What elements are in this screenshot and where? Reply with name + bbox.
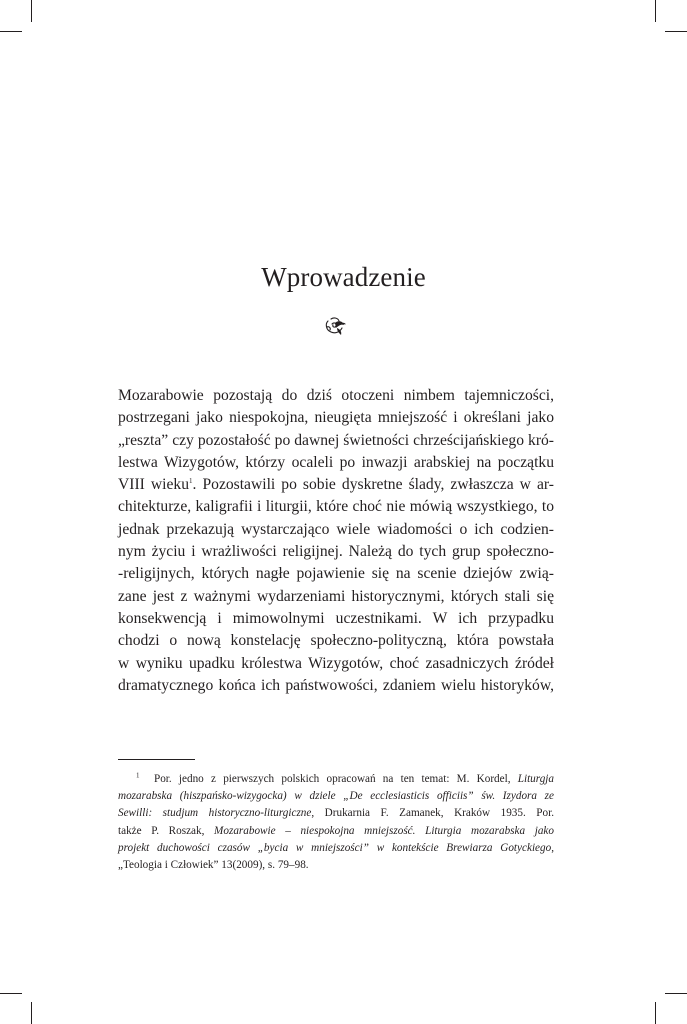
crop-mark-bottom-left-h	[0, 993, 22, 994]
body-line: jednak przekazują wystarczająco wiele wiadomości o ich codzien-	[118, 520, 554, 538]
footnote-text: Por. jedno z pierwszych polskich opracowań na ten temat: M. Kordel,	[153, 773, 518, 785]
footnote-italic: Mozarabowie – niespokojna mniejszość. Liturgia mozarabska jako	[214, 824, 554, 837]
body-paragraph	[118, 385, 554, 697]
crop-mark-top-right-h	[665, 31, 687, 32]
footnote-italic: Liturgja	[517, 773, 555, 785]
body-line: chitekturze, kaligrafii i liturgii, które choć nie mówią wszystkiego, to	[118, 498, 554, 516]
footnote-text: ,	[551, 841, 554, 854]
crop-mark-top-right	[655, 0, 656, 22]
crop-mark-bottom-right	[655, 1002, 656, 1024]
body-line: chodzi o nową konstelację społeczno-polityczną, która powstała	[118, 632, 554, 650]
body-line: konsekwencją i mimowolnymi uczestnikami. W ich przypadku	[118, 609, 554, 627]
body-line: dramatycznego końca ich państwowości, zdaniem wielu historyków,	[118, 676, 554, 694]
fleuron-ornament-icon	[322, 313, 348, 339]
footnote-line	[118, 840, 554, 857]
crop-mark-bottom-right-h	[665, 993, 687, 994]
body-line: zane jest z ważnymi wydarzeniami historycznymi, których stali się	[118, 587, 554, 605]
chapter-title: Wprowadzenie	[261, 262, 426, 292]
footnote-italic: Sewilli: studjum historyczno-liturgiczne	[118, 807, 312, 820]
footnote-number: 1	[136, 771, 140, 780]
footnote-line	[118, 805, 554, 822]
footnote-separator	[118, 759, 195, 760]
footnote-line	[118, 771, 554, 788]
footnote-text: , Drukarnia F. Zamanek, Kraków 1935. Por.	[311, 807, 555, 820]
footnote-line	[118, 788, 554, 805]
crop-mark-bottom-left	[31, 1002, 32, 1024]
footnote-line	[118, 857, 554, 874]
body-line-with-footnote: VIII wieku$^1$. Pozostawili po sobie dyskretne ślady, zwłaszcza w ar-	[118, 476, 554, 494]
body-text-segment: VIII wieku	[118, 476, 190, 494]
body-line: w wyniku upadku królestwa Wizygotów, choć zasadniczych źródeł	[118, 654, 554, 672]
body-line: -religijnych, których nagłe pojawienie się na scenie dziejów zwią-	[118, 565, 554, 583]
footnote-text: „Teologia i Człowiek” 13(2009), s. 79–98.	[118, 858, 309, 871]
body-text-segment: Pozostawili po sobie dyskretne ślady, zwłaszcza w ar-	[202, 476, 554, 494]
footnote-italic: mozarabska (hiszpańsko-wizygocka) w dziele „De ecclesiasticis officiis” św. Izydora ze	[118, 790, 554, 803]
footnote-line	[118, 823, 554, 840]
footnote-italic: projekt duchowości czasów „bycia w mniejszości” w kontekście Brewiarza Gotyckiego	[118, 841, 552, 854]
body-line: postrzegani jako niespokojna, nieugięta mniejszość i określani jako	[118, 409, 554, 427]
footnote-text: także P. Roszak,	[118, 824, 215, 837]
body-line: lestwa Wizygotów, którzy ocaleli po inwazji arabskiej na początku	[118, 453, 554, 471]
crop-mark-top-left-h	[0, 31, 22, 32]
body-line: Mozarabowie pozostają do dziś otoczeni nimbem tajemniczości,	[118, 387, 554, 404]
crop-mark-top-left	[31, 0, 32, 22]
body-line: nym życiu i wrażliwości religijnej. Należą do tych grup społeczno-	[118, 543, 554, 561]
body-line: „reszta” czy pozostałość po dawnej świetności chrześcijańskiego kró-	[118, 431, 554, 449]
footnote	[118, 771, 554, 874]
footnote-reference[interactable]: 1	[189, 477, 193, 485]
